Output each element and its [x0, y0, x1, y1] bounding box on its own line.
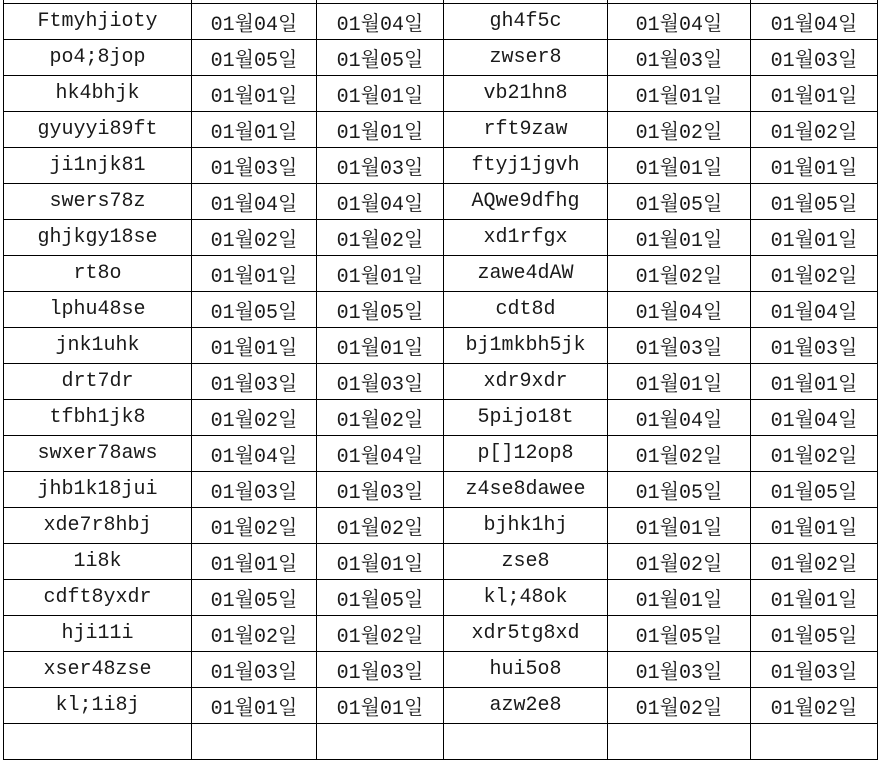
date-cell[interactable]: 01월03일 — [317, 652, 444, 688]
item-id-cell[interactable]: zwser8 — [444, 40, 608, 76]
item-id-cell[interactable]: gh4f5c — [444, 4, 608, 40]
data-table — [3, 0, 878, 760]
date-cell[interactable]: 01월04일 — [751, 4, 878, 40]
table-body — [4, 4, 878, 724]
item-id-cell[interactable]: jnk1uhk — [4, 328, 192, 364]
date-cell[interactable]: 01월03일 — [608, 40, 751, 76]
item-id-cell[interactable]: rt8o — [4, 256, 192, 292]
item-id-cell[interactable]: p[]12op8 — [444, 436, 608, 472]
item-id-cell[interactable]: drt7dr — [4, 364, 192, 400]
table-row — [4, 508, 878, 544]
partial-row-bottom — [4, 724, 878, 760]
date-cell[interactable]: 01월05일 — [317, 580, 444, 616]
date-cell[interactable]: 01월04일 — [317, 184, 444, 220]
item-id-cell[interactable]: ji1njk81 — [4, 148, 192, 184]
table-row — [4, 652, 878, 688]
date-cell[interactable]: 01월01일 — [317, 76, 444, 112]
date-cell[interactable]: 01월03일 — [317, 148, 444, 184]
date-cell[interactable]: 01월04일 — [751, 292, 878, 328]
date-cell[interactable]: 01월03일 — [192, 472, 317, 508]
date-cell[interactable]: 01월03일 — [608, 328, 751, 364]
table-row — [4, 364, 878, 400]
item-id-cell[interactable]: azw2e8 — [444, 688, 608, 724]
date-cell[interactable]: 01월01일 — [317, 688, 444, 724]
table-row — [4, 544, 878, 580]
item-id-cell[interactable]: bjhk1hj — [444, 508, 608, 544]
item-id-cell[interactable]: xde7r8hbj — [4, 508, 192, 544]
date-cell[interactable]: 01월01일 — [192, 544, 317, 580]
item-id-cell[interactable]: xdr9xdr — [444, 364, 608, 400]
date-cell[interactable]: 01월01일 — [317, 328, 444, 364]
item-id-cell[interactable]: cdt8d — [444, 292, 608, 328]
date-cell[interactable]: 01월05일 — [751, 616, 878, 652]
date-cell[interactable]: 01월02일 — [751, 436, 878, 472]
date-cell[interactable]: 01월01일 — [751, 364, 878, 400]
cut-cell[interactable] — [192, 724, 317, 760]
date-cell[interactable]: 01월02일 — [317, 616, 444, 652]
date-cell[interactable]: 01월01일 — [751, 148, 878, 184]
table-row — [4, 256, 878, 292]
date-cell[interactable]: 01월01일 — [608, 580, 751, 616]
item-id-cell[interactable]: ghjkgy18se — [4, 220, 192, 256]
table-row — [4, 148, 878, 184]
table-row — [4, 688, 878, 724]
table-row — [4, 184, 878, 220]
date-cell[interactable]: 01월01일 — [608, 508, 751, 544]
item-id-cell[interactable]: xser48zse — [4, 652, 192, 688]
table-row — [4, 580, 878, 616]
date-cell[interactable]: 01월05일 — [751, 472, 878, 508]
item-id-cell[interactable]: hk4bhjk — [4, 76, 192, 112]
item-id-cell[interactable]: hji11i — [4, 616, 192, 652]
item-id-cell[interactable]: 5pijo18t — [444, 400, 608, 436]
item-id-cell[interactable]: hui5o8 — [444, 652, 608, 688]
item-id-cell[interactable]: cdft8yxdr — [4, 580, 192, 616]
item-id-cell[interactable]: rft9zaw — [444, 112, 608, 148]
item-id-cell[interactable]: swxer78aws — [4, 436, 192, 472]
date-cell[interactable]: 01월01일 — [751, 220, 878, 256]
table-row — [4, 328, 878, 364]
table-row — [4, 292, 878, 328]
date-cell[interactable]: 01월02일 — [192, 400, 317, 436]
date-cell[interactable]: 01월04일 — [192, 4, 317, 40]
date-cell[interactable]: 01월01일 — [751, 508, 878, 544]
table-row — [4, 4, 878, 40]
date-cell[interactable]: 01월05일 — [608, 472, 751, 508]
date-cell[interactable]: 01월02일 — [192, 616, 317, 652]
date-cell[interactable]: 01월02일 — [192, 220, 317, 256]
cut-cell[interactable] — [4, 724, 192, 760]
date-cell[interactable]: 01월05일 — [751, 184, 878, 220]
item-id-cell[interactable]: AQwe9dfhg — [444, 184, 608, 220]
date-cell[interactable]: 01월02일 — [751, 256, 878, 292]
date-cell[interactable]: 01월01일 — [751, 580, 878, 616]
date-cell[interactable]: 01월03일 — [751, 652, 878, 688]
item-id-cell[interactable]: lphu48se — [4, 292, 192, 328]
date-cell[interactable]: 01월04일 — [192, 184, 317, 220]
date-cell[interactable]: 01월01일 — [608, 220, 751, 256]
date-cell[interactable]: 01월02일 — [317, 508, 444, 544]
item-id-cell[interactable]: bj1mkbh5jk — [444, 328, 608, 364]
date-cell[interactable]: 01월05일 — [192, 580, 317, 616]
date-cell[interactable]: 01월05일 — [317, 292, 444, 328]
date-cell[interactable]: 01월02일 — [608, 544, 751, 580]
partial-rows-bottom — [4, 724, 878, 760]
table-row — [4, 616, 878, 652]
item-id-cell[interactable]: xdr5tg8xd — [444, 616, 608, 652]
date-cell[interactable]: 01월04일 — [751, 400, 878, 436]
date-cell[interactable]: 01월01일 — [192, 256, 317, 292]
date-cell[interactable]: 01월03일 — [192, 652, 317, 688]
date-cell[interactable]: 01월01일 — [192, 688, 317, 724]
date-cell[interactable]: 01월05일 — [608, 184, 751, 220]
date-cell[interactable]: 01월04일 — [192, 436, 317, 472]
item-id-cell[interactable]: vb21hn8 — [444, 76, 608, 112]
table-row — [4, 400, 878, 436]
table-row — [4, 112, 878, 148]
date-cell[interactable]: 01월01일 — [751, 76, 878, 112]
date-cell[interactable]: 01월02일 — [608, 436, 751, 472]
date-cell[interactable]: 01월03일 — [317, 364, 444, 400]
table-row — [4, 40, 878, 76]
date-cell[interactable]: 01월02일 — [608, 112, 751, 148]
table-row — [4, 76, 878, 112]
date-cell[interactable]: 01월01일 — [608, 148, 751, 184]
date-cell[interactable]: 01월04일 — [608, 4, 751, 40]
date-cell[interactable]: 01월03일 — [192, 148, 317, 184]
date-cell[interactable]: 01월01일 — [192, 112, 317, 148]
item-id-cell[interactable]: kl;1i8j — [4, 688, 192, 724]
date-cell[interactable]: 01월02일 — [751, 688, 878, 724]
date-cell[interactable]: 01월05일 — [192, 292, 317, 328]
date-cell[interactable]: 01월03일 — [751, 40, 878, 76]
item-id-cell[interactable]: z4se8dawee — [444, 472, 608, 508]
item-id-cell[interactable]: xd1rfgx — [444, 220, 608, 256]
date-cell[interactable]: 01월03일 — [317, 472, 444, 508]
table-row — [4, 472, 878, 508]
item-id-cell[interactable]: jhb1k18jui — [4, 472, 192, 508]
item-id-cell[interactable]: gyuyyi89ft — [4, 112, 192, 148]
item-id-cell[interactable]: kl;48ok — [444, 580, 608, 616]
date-cell[interactable]: 01월05일 — [608, 616, 751, 652]
date-cell[interactable]: 01월05일 — [317, 40, 444, 76]
item-id-cell[interactable]: zawe4dAW — [444, 256, 608, 292]
date-cell[interactable]: 01월04일 — [608, 400, 751, 436]
cut-cell[interactable] — [317, 724, 444, 760]
date-cell[interactable]: 01월04일 — [608, 292, 751, 328]
date-cell[interactable]: 01월01일 — [608, 364, 751, 400]
date-cell[interactable]: 01월01일 — [317, 256, 444, 292]
item-id-cell[interactable]: Ftmyhjioty — [4, 4, 192, 40]
date-cell[interactable]: 01월02일 — [608, 256, 751, 292]
item-id-cell[interactable]: po4;8jop — [4, 40, 192, 76]
date-cell[interactable]: 01월02일 — [751, 544, 878, 580]
item-id-cell[interactable]: 1i8k — [4, 544, 192, 580]
date-cell[interactable]: 01월02일 — [317, 400, 444, 436]
table-row — [4, 220, 878, 256]
date-cell[interactable]: 01월02일 — [751, 112, 878, 148]
date-cell[interactable]: 01월02일 — [608, 688, 751, 724]
item-id-cell[interactable]: swers78z — [4, 184, 192, 220]
date-cell[interactable]: 01월02일 — [317, 220, 444, 256]
table-row — [4, 436, 878, 472]
date-cell[interactable]: 01월01일 — [192, 76, 317, 112]
date-cell[interactable]: 01월04일 — [317, 436, 444, 472]
date-cell[interactable]: 01월01일 — [608, 76, 751, 112]
item-id-cell[interactable]: tfbh1jk8 — [4, 400, 192, 436]
date-cell[interactable]: 01월05일 — [192, 40, 317, 76]
date-cell[interactable]: 01월01일 — [192, 328, 317, 364]
date-cell[interactable]: 01월03일 — [192, 364, 317, 400]
date-cell[interactable]: 01월03일 — [751, 328, 878, 364]
date-cell[interactable]: 01월01일 — [317, 112, 444, 148]
cut-cell[interactable] — [608, 724, 751, 760]
date-cell[interactable]: 01월04일 — [317, 4, 444, 40]
date-cell[interactable]: 01월03일 — [608, 652, 751, 688]
cut-cell[interactable] — [751, 724, 878, 760]
item-id-cell[interactable]: ftyj1jgvh — [444, 148, 608, 184]
date-cell[interactable]: 01월01일 — [317, 544, 444, 580]
cut-cell[interactable] — [444, 724, 608, 760]
item-id-cell[interactable]: zse8 — [444, 544, 608, 580]
date-cell[interactable]: 01월02일 — [192, 508, 317, 544]
